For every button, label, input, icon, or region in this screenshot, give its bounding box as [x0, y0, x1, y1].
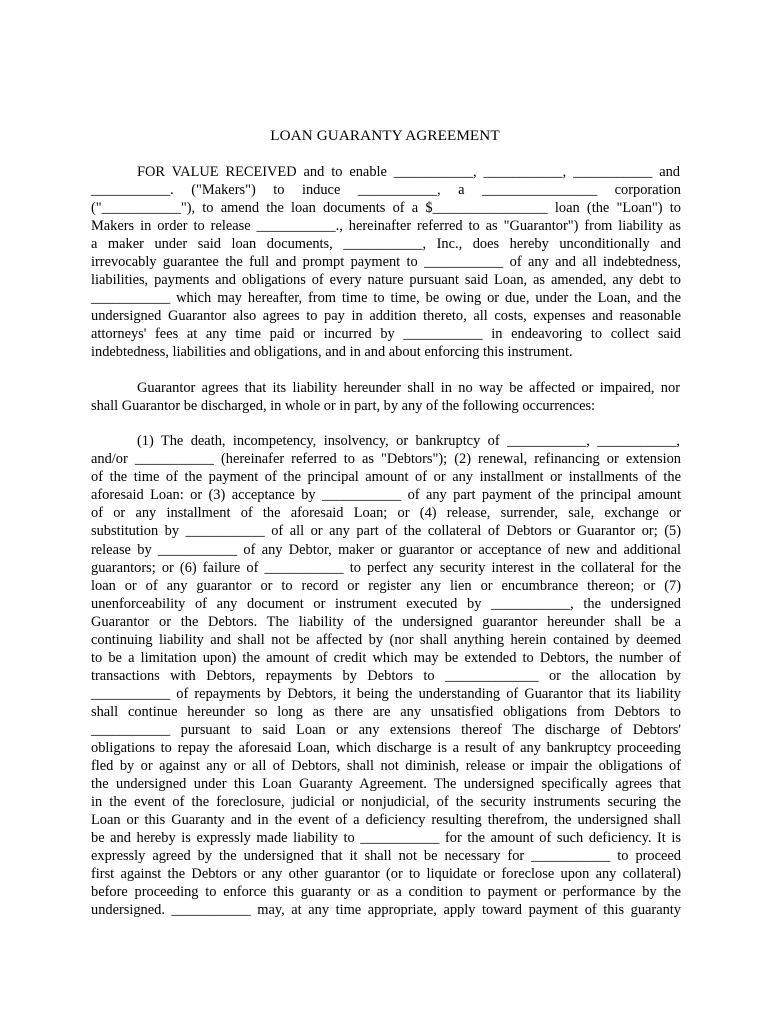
p3-line-4: aforesaid Loan: or (3) acceptance by ___________ of any part payment of the principal amount — [91, 487, 681, 503]
p3-line-27: undersigned. ___________ may, at any time appropriate, apply toward payment of this guaranty — [91, 902, 681, 918]
p1-line-7: liabilities, payments and obligations of every nature pursuant said Loan, as amended, any debt to — [91, 272, 681, 288]
p1-line-10: attorneys' fees at any time paid or incurred by ___________ in endeavoring to collect said — [91, 326, 681, 342]
p1-line-4: Makers in order to release ___________., hereinafter referred to as "Guarantor") from liability as — [91, 218, 681, 234]
p3-line-15: ___________ of repayments by Debtors, it being the understanding of Guarantor that its liability — [91, 686, 681, 702]
p3-line-11: Guarantor or the Debtors. The liability of the undersigned guarantor hereunder shall be a — [91, 614, 681, 630]
p1-line-2: ___________. ("Makers") to induce ___________, a ________________ corporation — [91, 182, 681, 198]
p3-line-16: shall continue hereunder so long as there are any unsatisfied obligations from Debtors to — [91, 704, 681, 720]
p3-line-14: transactions with Debtors, repayments by Debtors to _____________ or the allocation by — [91, 668, 681, 684]
p3-line-2: and/or ___________ (hereinafer referred to as "Debtors"); (2) renewal, refinancing or extension — [91, 451, 681, 467]
p1-line-8: ___________ which may hereafter, from time to time, be owing or due, under the Loan, and the — [91, 290, 681, 306]
p3-line-24: expressly agreed by the undersigned that it shall not be necessary for ___________ to proceed — [91, 848, 681, 864]
p1-line-6: irrevocably guarantee the full and prompt payment to ___________ of any and all indebtedness, — [91, 254, 681, 270]
p1-line-1: FOR VALUE RECEIVED and to enable ___________, ___________, ___________ and — [137, 164, 680, 180]
p3-line-6: substitution by ___________ of all or any part of the collateral of Debtors or Guarantor or; (5) — [91, 523, 681, 539]
p3-line-22: Loan or this Guaranty and in the event of a deficiency resulting therefrom, the undersigned shall — [91, 812, 681, 828]
p1-line-3: ("___________"), to amend the loan documents of a $________________ loan (the "Loan") to — [91, 200, 681, 216]
p2-line-2: shall Guarantor be discharged, in whole or in part, by any of the following occurrences: — [91, 398, 596, 414]
p3-line-3: of the time of the payment of the principal amount of or any installment or installments of the — [91, 469, 681, 485]
p3-line-5: of or any installment of the aforesaid Loan; or (4) release, surrender, sale, exchange or — [91, 505, 681, 521]
p3-line-23: be and hereby is expressly made liability to ___________ for the amount of such deficiency. It is — [91, 830, 681, 846]
document-title: LOAN GUARANTY AGREEMENT — [270, 127, 500, 144]
p3-line-18: obligations to repay the aforesaid Loan, which discharge is a result of any bankruptcy proceeding — [91, 740, 681, 756]
p3-line-10: unenforceability of any document or instrument executed by ___________, the undersigned — [91, 596, 681, 612]
p3-line-1: (1) The death, incompetency, insolvency, or bankruptcy of ___________, ___________, — [137, 433, 680, 449]
p3-line-26: before proceeding to enforce this guaranty or as a condition to payment or performance by the — [91, 884, 681, 900]
p1-line-11: indebtedness, liabilities and obligations, and in and about enforcing this instrument. — [91, 344, 573, 360]
p3-line-20: the undersigned under this Loan Guaranty Agreement. The undersigned specifically agrees that — [91, 776, 681, 792]
p2-line-1: Guarantor agrees that its liability hereunder shall in no way be affected or impaired, nor — [137, 380, 680, 396]
p3-line-19: fled by or against any or all of Debtors, shall not diminish, release or impair the obligations of — [91, 758, 681, 774]
p3-line-21: in the event of the foreclosure, judicial or nonjudicial, of the security instruments securing the — [91, 794, 681, 810]
p1-line-5: a maker under said loan documents, ___________, Inc., does hereby unconditionally and — [91, 236, 681, 252]
p1-line-9: undersigned Guarantor also agrees to pay in addition thereto, all costs, expenses and reasonable — [91, 308, 681, 324]
p3-line-13: to be a limitation upon) the amount of credit which may be extended to Debtors, the number of — [91, 650, 681, 666]
p3-line-7: release by ___________ of any Debtor, maker or guarantor or acceptance of new and additional — [91, 542, 681, 558]
p3-line-25: first against the Debtors or any other guarantor (or to liquidate or foreclose upon any collateral) — [91, 866, 681, 882]
p3-line-9: loan or of any guarantor or to record or register any lien or encumbrance thereon; or (7) — [91, 578, 681, 594]
p3-line-8: guarantors; or (6) failure of ___________ to perfect any security interest in the collateral for the — [91, 560, 681, 576]
p3-line-17: ___________ pursuant to said Loan or any extensions thereof The discharge of Debtors' — [91, 722, 681, 738]
p3-line-12: continuing liability and shall not be affected by (nor shall anything herein contained by deemed — [91, 632, 681, 648]
